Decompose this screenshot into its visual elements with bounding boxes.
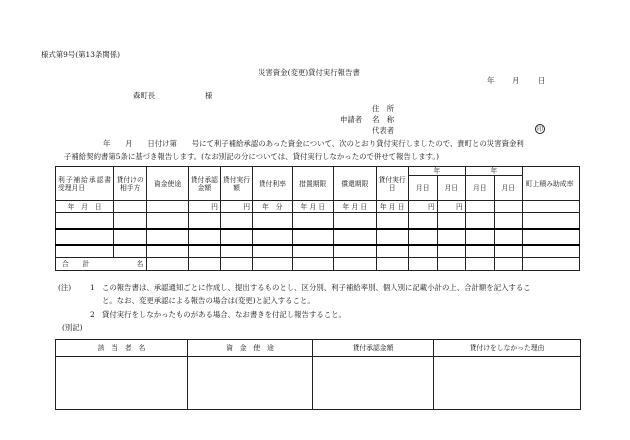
date-day-label: 日 xyxy=(538,76,546,85)
appendix-label: (別記) xyxy=(62,323,83,332)
address-label: 住 所 xyxy=(372,104,395,113)
header-execution-date: 貸付実行日 xyxy=(376,167,408,201)
name-label: 名 称 xyxy=(372,115,395,124)
header-year-group-2: 年 xyxy=(465,167,522,176)
header-year-group-1: 年 xyxy=(408,167,465,176)
representative-label: 代表者 xyxy=(372,126,395,135)
count-unit: 名 xyxy=(136,260,144,268)
header-town-subsidy-rate: 町上積み助成率 xyxy=(522,167,579,201)
table-cell xyxy=(494,201,522,213)
unit-date: 年 月 日 xyxy=(56,201,114,213)
header-borrower: 貸付けの相手方 xyxy=(114,167,147,201)
form-number: 様式第9号(第13条関係) xyxy=(41,50,120,59)
addressee: 森町長 xyxy=(133,91,156,100)
main-report-table xyxy=(55,166,580,271)
header-month-day: 月日 xyxy=(465,176,494,201)
notes-label: (注) xyxy=(58,283,72,292)
table-cell xyxy=(522,201,579,213)
unit-yen: 円 xyxy=(220,201,252,213)
appendix-cell xyxy=(188,357,313,410)
appendix-cell xyxy=(56,357,188,410)
note2-number: 2 xyxy=(90,310,95,319)
unit-yen: 円 xyxy=(188,201,220,213)
appendix-cell xyxy=(313,357,434,410)
table-cell xyxy=(114,201,147,213)
unit-yen: 円 xyxy=(437,201,465,213)
table-cell xyxy=(465,201,494,213)
document-title: 災害資金(変更)貸付実行報告書 xyxy=(258,68,360,77)
header-month-day: 月日 xyxy=(494,176,522,201)
appendix-table xyxy=(55,339,581,410)
note1-line1: この報告書は、承認通知ごとに作成し、提出するものとし、区分別、利子補給率別、個人別に記載小計の上、合計額を記入するこ xyxy=(102,283,531,292)
header-grace-period: 措置期限 xyxy=(292,167,334,201)
unit-ymd: 年 月 日 xyxy=(334,201,377,213)
header-month-day: 月日 xyxy=(437,176,465,201)
body-text-line2: 子補給契約書第5条に基づき報告します。(なお別記の分については、貸付実行しなかったので併せて報告します。) xyxy=(64,152,439,161)
note1-number: 1 xyxy=(90,283,95,292)
header-approval-receipt-date: 利子補給承認書受理月日 xyxy=(56,167,114,201)
note1-line2: と。なお、変更承認による報告の場合は(変更)と記入すること。 xyxy=(102,296,315,305)
appendix-header-name: 該 当 者 名 xyxy=(56,340,188,357)
unit-ymd: 年 月 日 xyxy=(292,201,334,213)
appendix-header-approved-amount: 貸付承認金額 xyxy=(313,340,434,357)
total-label: 合 計 xyxy=(62,260,90,268)
header-interest-rate: 貸付利率 xyxy=(253,167,292,201)
applicant-role: 申請者 xyxy=(340,115,363,124)
unit-rate: 年 分 xyxy=(253,201,292,213)
header-executed-amount: 貸付実行額 xyxy=(220,167,252,201)
header-approved-amount: 貸付承認金額 xyxy=(188,167,220,201)
header-fund-usage: 資金使途 xyxy=(147,167,189,201)
date-month-label: 月 xyxy=(512,76,520,85)
appendix-cell xyxy=(434,357,581,410)
unit-ymd: 年 月 日 xyxy=(376,201,408,213)
header-repayment-deadline: 償還期限 xyxy=(334,167,377,201)
date-year-label: 年 xyxy=(487,76,495,85)
unit-yen: 円 xyxy=(408,201,437,213)
table-cell xyxy=(147,201,189,213)
appendix-header-fund-usage: 資 金 使 途 xyxy=(188,340,313,357)
header-month-day: 月日 xyxy=(408,176,437,201)
appendix-header-reason: 貸付けをしなかった理由 xyxy=(434,340,581,357)
note2-text: 貸付実行をしなかったものがある場合、なお書きを付記し報告すること。 xyxy=(102,310,346,319)
honorific: 様 xyxy=(205,91,213,100)
total-row xyxy=(56,258,147,271)
body-text-line1: 年 月 日付け第 号にて利子補給承認のあった資金について、次のとおり貸付実行しましたので、貴町との災害資金利 xyxy=(103,139,524,148)
seal-mark: 印 xyxy=(536,126,543,133)
